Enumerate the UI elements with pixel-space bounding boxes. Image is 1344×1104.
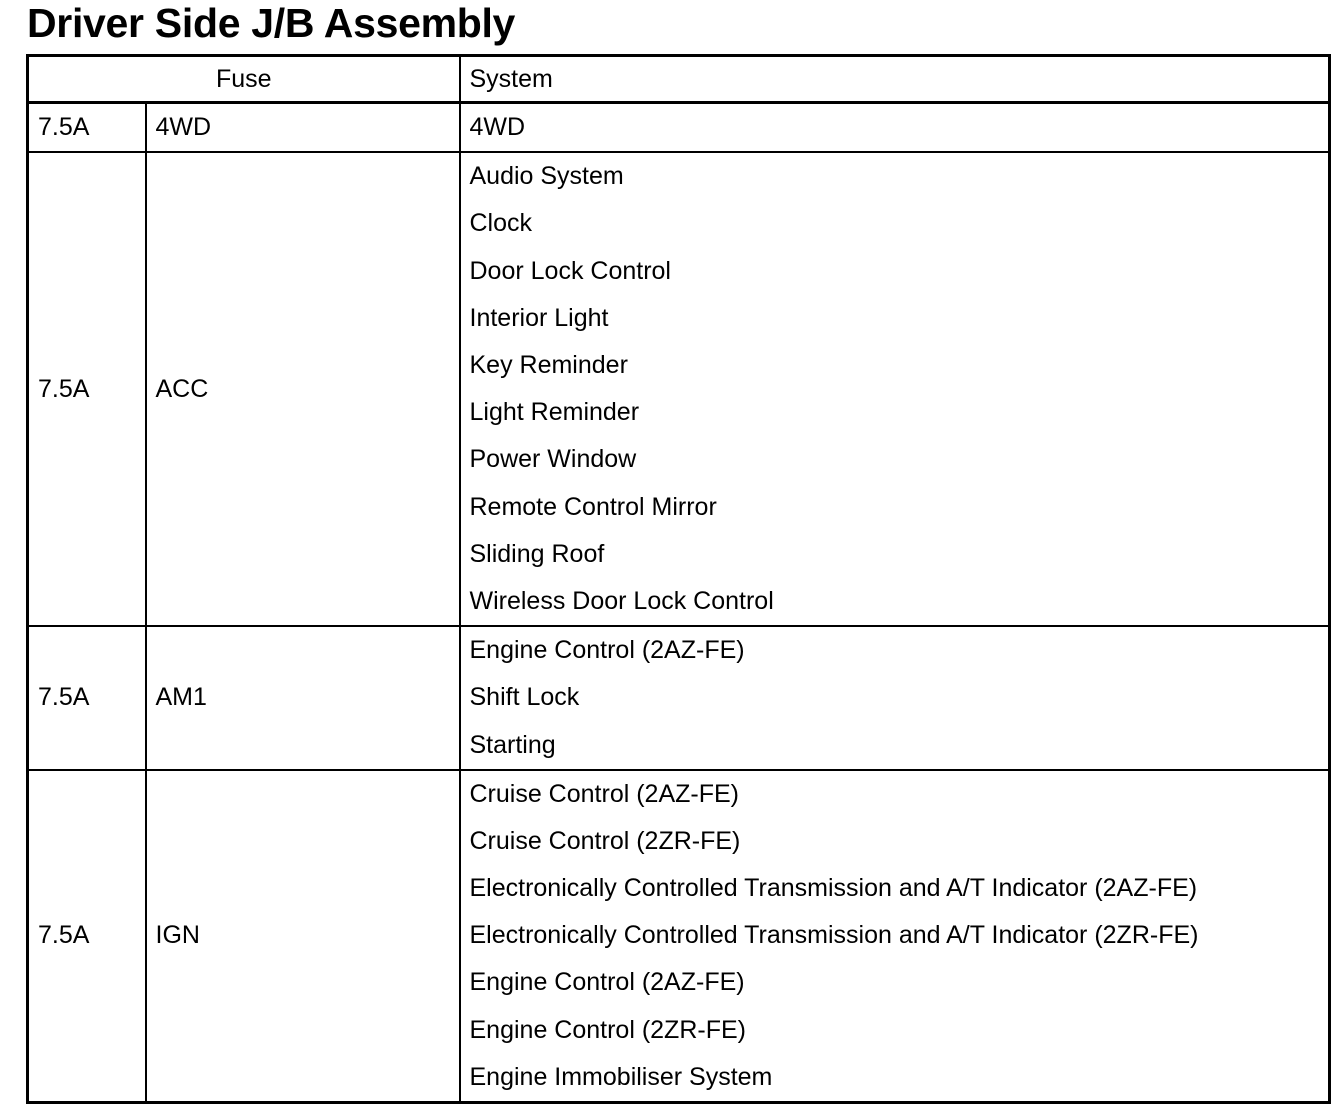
page-title: Driver Side J/B Assembly — [27, 0, 516, 46]
system-cell: Cruise Control (2ZR-FE) — [460, 818, 1330, 865]
system-cell: Electronically Controlled Transmission and A/T Indicator (2AZ-FE) — [460, 865, 1330, 912]
system-cell: Engine Control (2ZR-FE) — [460, 1007, 1330, 1054]
system-cell: Starting — [460, 721, 1330, 769]
fuse-name: IGN — [146, 770, 460, 1103]
fuse-table — [26, 54, 1331, 1104]
system-cell: Remote Control Mirror — [460, 484, 1330, 531]
table-row — [28, 152, 1330, 200]
system-cell: Sliding Roof — [460, 531, 1330, 578]
system-cell: Interior Light — [460, 295, 1330, 342]
system-cell: Door Lock Control — [460, 248, 1330, 295]
system-cell: Cruise Control (2AZ-FE) — [460, 770, 1330, 818]
fuse-name: AM1 — [146, 626, 460, 770]
column-header-fuse: Fuse — [28, 56, 460, 103]
system-cell: Light Reminder — [460, 389, 1330, 436]
column-header-system: System — [460, 56, 1330, 103]
system-cell: Audio System — [460, 152, 1330, 200]
fuse-table-body — [28, 103, 1330, 1103]
fuse-name: 4WD — [146, 103, 460, 153]
system-cell: Wireless Door Lock Control — [460, 578, 1330, 626]
table-header-row — [28, 56, 1330, 103]
system-cell: Electronically Controlled Transmission and A/T Indicator (2ZR-FE) — [460, 912, 1330, 959]
system-cell: Shift Lock — [460, 674, 1330, 721]
table-row — [28, 626, 1330, 674]
table-row — [28, 103, 1330, 153]
system-cell: Engine Immobiliser System — [460, 1054, 1330, 1103]
system-cell: Key Reminder — [460, 342, 1330, 389]
system-cell: Engine Control (2AZ-FE) — [460, 959, 1330, 1006]
fuse-amperage: 7.5A — [28, 103, 146, 153]
fuse-name: ACC — [146, 152, 460, 626]
fuse-amperage: 7.5A — [28, 770, 146, 1103]
system-cell: Power Window — [460, 436, 1330, 483]
system-cell: Engine Control (2AZ-FE) — [460, 626, 1330, 674]
fuse-amperage: 7.5A — [28, 152, 146, 626]
table-row — [28, 770, 1330, 818]
fuse-amperage: 7.5A — [28, 626, 146, 770]
system-cell: Clock — [460, 200, 1330, 247]
system-cell: 4WD — [460, 103, 1330, 153]
